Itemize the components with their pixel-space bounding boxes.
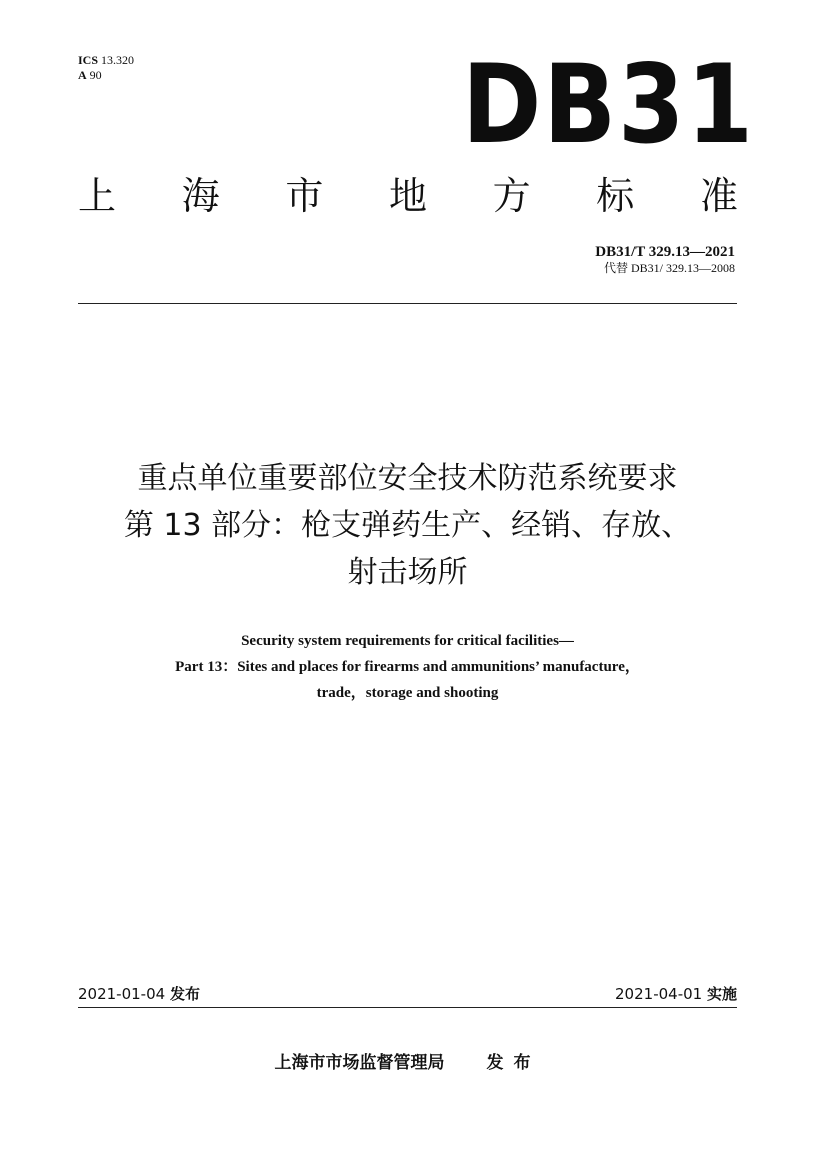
publish-date-label: 发布 — [169, 985, 200, 1003]
standard-type-char: 方 — [492, 173, 531, 218]
standard-codes — [595, 244, 735, 276]
publisher — [0, 1048, 815, 1073]
standard-type-title — [78, 162, 738, 222]
ics-code: 13.320 — [101, 53, 135, 67]
chinese-title-line-3: 射击场所 — [347, 555, 468, 590]
ics-label: ICS — [78, 53, 99, 67]
implement-date-label: 实施 — [706, 985, 737, 1003]
standard-type-char: 地 — [388, 173, 427, 218]
chinese-title-line-1: 重点单位重要部位安全技术防范系统要求 — [137, 461, 678, 496]
standard-number-value: 329.13—2021 — [648, 244, 735, 260]
publisher-label: 发布 — [486, 1053, 541, 1073]
standard-type-char: 上 — [78, 173, 117, 218]
classification-block — [78, 53, 134, 83]
english-title-line-2: Part 13：Sites and places for firearms and ammunitions’ manufacture， — [175, 659, 640, 675]
english-title-line-3: trade，storage and shooting — [316, 685, 499, 701]
implement-date-value: 2021-04-01 — [615, 985, 703, 1003]
top-divider — [78, 303, 737, 304]
publisher-name: 上海市市场监督管理局 — [274, 1053, 445, 1073]
replaces-standard: 代替 DB31/ 329.13—2008 — [603, 261, 735, 275]
standard-type-char: 标 — [596, 173, 635, 218]
standard-type-char: 海 — [181, 173, 220, 218]
english-title — [40, 628, 775, 706]
ics-line — [78, 53, 134, 68]
db31-logo-text: DB31 — [462, 40, 755, 169]
publish-date-value: 2021-01-04 — [78, 985, 166, 1003]
bottom-divider — [78, 1007, 737, 1008]
ccs-label: A — [78, 68, 87, 82]
standard-number — [595, 244, 735, 261]
standard-type-char: 准 — [699, 173, 738, 218]
db31-logo — [462, 40, 755, 169]
publish-date — [78, 983, 200, 1004]
chinese-title — [40, 455, 775, 596]
standard-type-char: 市 — [285, 173, 324, 218]
ccs-code: 90 — [89, 68, 102, 82]
ccs-line — [78, 68, 134, 83]
standard-number-prefix: DB31/T — [595, 244, 645, 260]
chinese-title-line-2: 第 13 部分：枪支弹药生产、经销、存放、 — [123, 508, 692, 543]
implement-date — [615, 983, 737, 1004]
english-title-line-1: Security system requirements for critical facilities— — [241, 633, 574, 649]
